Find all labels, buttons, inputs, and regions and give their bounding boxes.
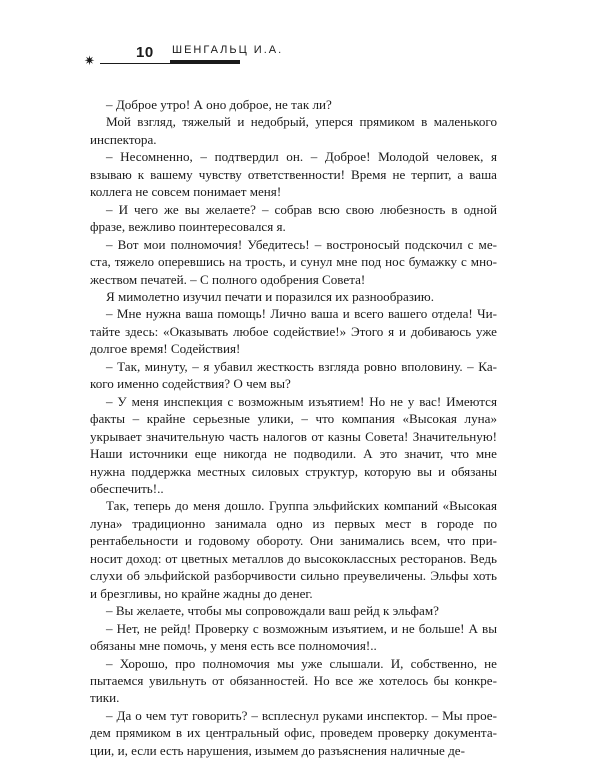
body-text — [90, 96, 497, 759]
paragraph: Так, теперь до меня дошло. Группа эльфийских компаний «Высокая луна» традиционно занимала одно из первых мест в городе по рентабельности и годовому обороту. Они занимались всем, что приносит доход: от цветных металлов до высококлассных ресторанов. Ведь слухи об эльфийской разборчивости сильно преувеличены. Эльфы хоть и брезгливы, но крайне жадны до денег. — [90, 498, 497, 601]
paragraph: – Нет, не рейд! Проверку с возможным изъятием, и не больше! А вы обязаны мне помочь, у меня есть все полномочия!.. — [90, 620, 497, 654]
page-header — [0, 0, 600, 80]
page-number: 10 — [136, 44, 154, 61]
paragraph: – Да о чем тут говорить? – всплеснул руками инспектор. – Мы проедем прямиком в их центральный офис, проведем проверку документации, и, если есть нарушения, изымем до разъяснения наличные де- — [90, 707, 497, 758]
header-thick-rule — [170, 60, 240, 64]
paragraph: Мой взгляд, тяжелый и недобрый, уперся прямиком в маленького инспектора. — [90, 114, 497, 147]
paragraph: – Доброе утро! А оно доброе, не так ли? — [106, 97, 332, 112]
paragraph: – Мне нужна ваша помощь! Лично ваша и всего вашего отдела! Читайте здесь: «Оказывать любое содействие!» Этого я и добиваюсь уже долгое время! Содействия! — [90, 306, 497, 357]
paragraph: – У меня инспекция с возможным изъятием! Но не у вас! Имеются факты – крайне серьезные улики, – что компания «Высокая луна» укрывает значительную часть налогов от казны Совета! Значительную! Наши источники еще никогда не подводили. А это значит, что мне нужна поддержка местных силовых структур, которую вы и обязаны обеспечить!.. — [90, 393, 497, 496]
paragraph: – Несомненно, – подтвердил он. – Доброе! Молодой человек, я взываю к вашему чувству ответственности! Время не терпит, а ваша коллега не совсем понимает меня! — [90, 149, 497, 200]
star-ornament-icon: ✷ — [84, 53, 95, 68]
paragraph: – Вы желаете, чтобы мы сопровождали ваш рейд к эльфам? — [106, 603, 439, 619]
paragraph: – Вот мои полномочия! Убедитесь! – востроносый подскочил с места, тяжело оперевшись на трость, и сунул мне под нос бумажку с множеством печатей. – С полного одобрения Совета! — [90, 236, 497, 287]
paragraph: – Хорошо, про полномочия мы уже слышали. И, собственно, не пытаемся увильнуть от обязанностей. Но все же хотелось бы конкретики. — [90, 655, 497, 706]
running-head-author: ШЕНГАЛЬЦ И.А. — [172, 44, 284, 56]
paragraph: – Так, минуту, – я убавил жесткость взгляда ровно вполовину. – Какого именно содействия? О чем вы? — [90, 358, 497, 392]
header-thin-rule — [100, 63, 170, 64]
paragraph: Я мимолетно изучил печати и поразился их разнообразию. — [106, 288, 434, 304]
paragraph: – И чего же вы желаете? – собрав всю свою любезность в одной фразе, вежливо поинтересовался я. — [90, 201, 497, 235]
